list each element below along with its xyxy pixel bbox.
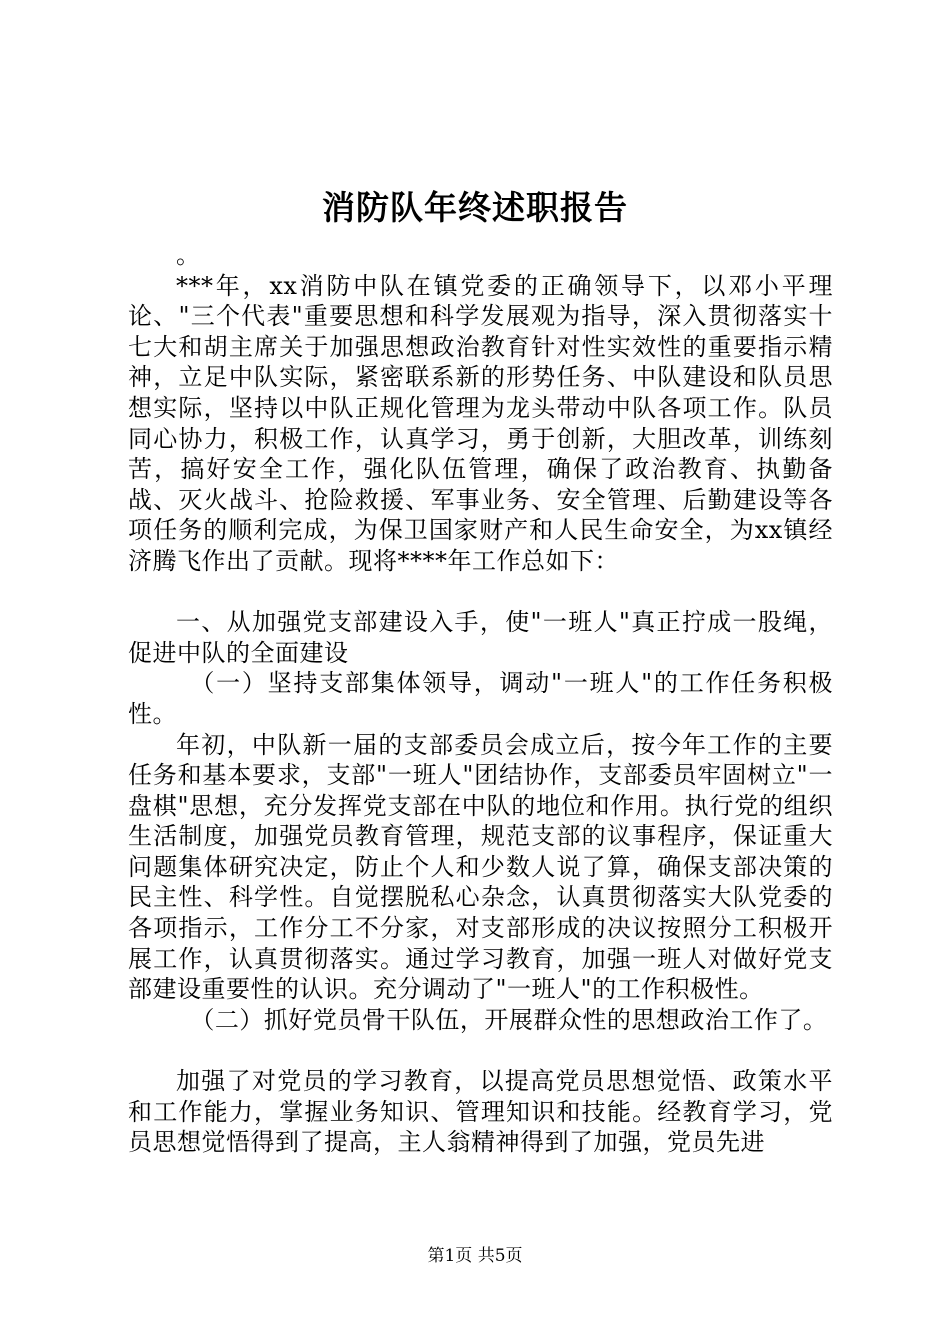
document-title: 消防队年终述职报告 <box>322 188 628 227</box>
document-body <box>128 240 833 1158</box>
subsection-heading-2: （二）抓好党员骨干队伍，开展群众性的思想政治工作了。 <box>190 1005 828 1034</box>
section-heading-1: 一、从加强党支部建设入手，使"一班人"真正拧成一股绳，促进中队的全面建设 <box>128 608 833 667</box>
paragraph-intro: ***年，xx消防中队在镇党委的正确领导下，以邓小平理论、"三个代表"重要思想和科学发展观为指导，深入贯彻落实十七大和胡主席关于加强思想政治教育针对性实效性的重要指示精神，立足中队实际，紧密联系新的形势任务、中队建设和队员思想实际，坚持以中队正规化管理为龙头带动中队各项工作。队员同心协力，积极工作，认真学习，勇于创新，大胆改革，训练刻苦，搞好安全工作，强化队伍管理，确保了政治教育、执勤备战、灭火战斗、抢险救援、军事业务、安全管理、后勤建设等各项任务的顺利完成，为保卫国家财产和人民生命安全，为xx镇经济腾飞作出了贡献。现将****年工作总如下： <box>128 271 833 575</box>
subsection-heading-1: （一）坚持支部集体领导，调动"一班人"的工作任务积极性。 <box>128 669 833 728</box>
paragraph-body-2: 加强了对党员的学习教育，以提高党员思想觉悟、政策水平和工作能力，掌握业务知识、管理知识和技能。经教育学习，党员思想觉悟得到了提高，主人翁精神得到了加强，党员先进 <box>128 1067 833 1157</box>
paragraph-body-1: 年初，中队新一届的支部委员会成立后，按今年工作的主要任务和基本要求，支部"一班人"团结协作，支部委员牢固树立"一盘棋"思想，充分发挥党支部在中队的地位和作用。执行党的组织生活制度，加强党员教育管理，规范支部的议事程序，保证重大问题集体研究决定，防止个人和少数人说了算，确保支部决策的民主性、科学性。自觉摆脱私心杂念，认真贯彻落实大队党委的各项指示，工作分工不分家，对支部形成的决议按照分工积极开展工作，认真贯彻落实。通过学习教育，加强一班人对做好党支部建设重要性的认识。充分调动了"一班人"的工作积极性。 <box>128 730 833 1004</box>
page-footer: 第1页 共5页 <box>427 1246 523 1266</box>
paragraph-fragment: 。 <box>176 241 201 269</box>
